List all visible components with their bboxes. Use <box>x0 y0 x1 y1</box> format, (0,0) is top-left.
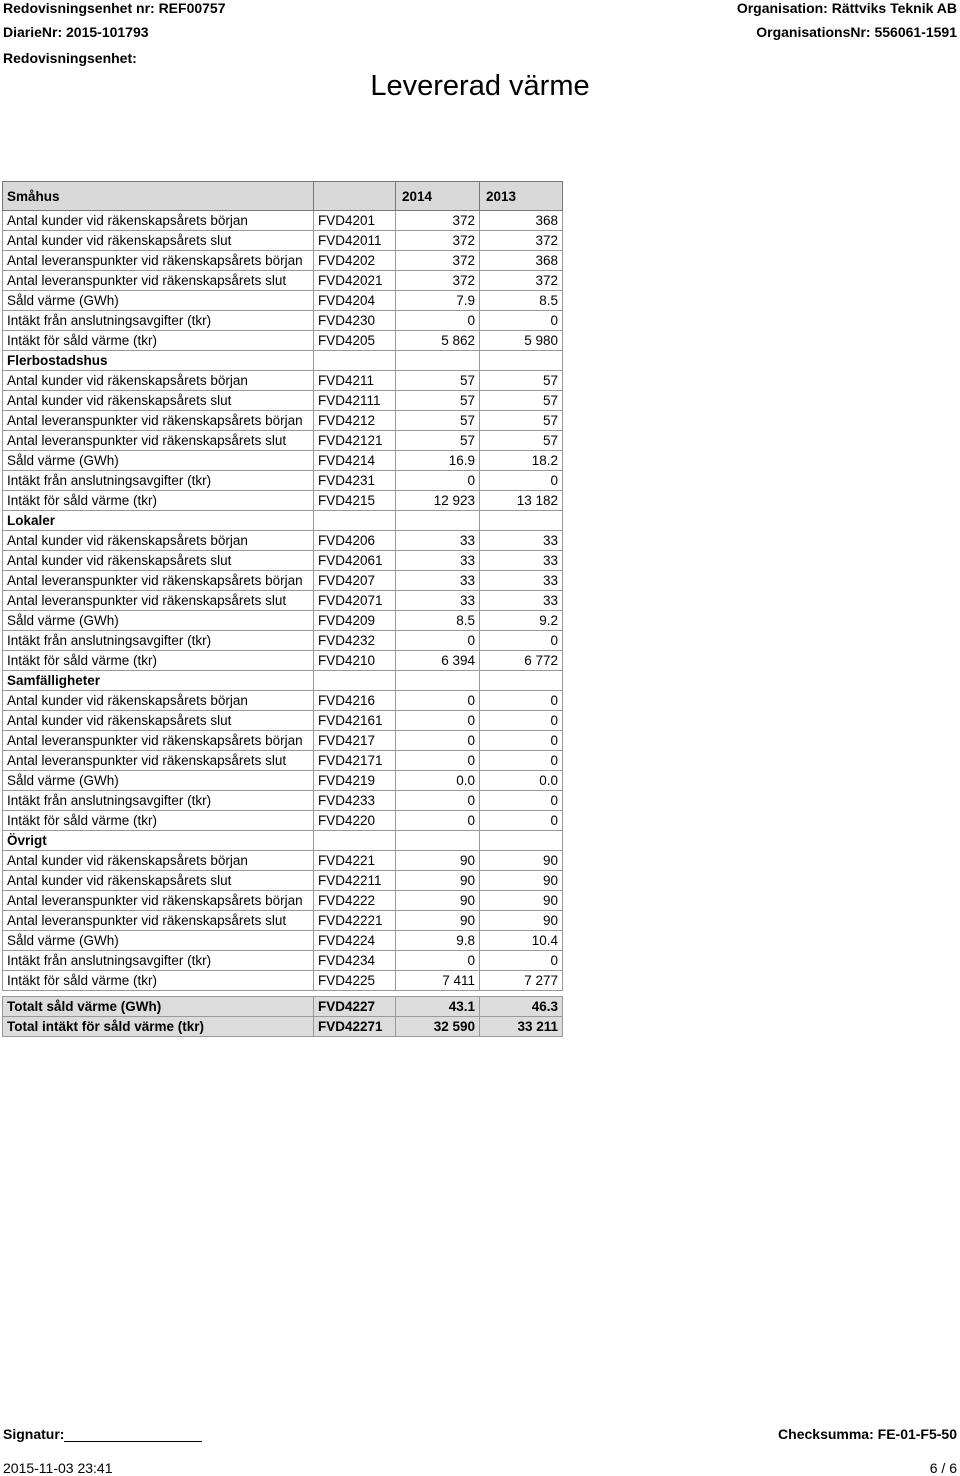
page-number: 6 / 6 <box>929 1460 957 1476</box>
row-label: Intäkt för såld värme (tkr) <box>3 811 314 831</box>
table-row <box>3 771 563 791</box>
empty-cell <box>396 671 480 691</box>
total-row <box>3 997 563 1017</box>
table-row <box>3 911 563 931</box>
checksum: Checksumma: FE-01-F5-50 <box>778 1426 957 1442</box>
row-code: FVD4202 <box>314 251 396 271</box>
value-2014: 90 <box>396 891 480 911</box>
table-row <box>3 291 563 311</box>
row-label: Intäkt för såld värme (tkr) <box>3 331 314 351</box>
value-2014: 372 <box>396 211 480 231</box>
value-2013: 18.2 <box>480 451 563 471</box>
row-code: FVD42111 <box>314 391 396 411</box>
organisation-number: OrganisationsNr: 556061-1591 <box>756 24 957 40</box>
row-label: Såld värme (GWh) <box>3 931 314 951</box>
value-2014: 0 <box>396 731 480 751</box>
table-row <box>3 731 563 751</box>
section-heading-row <box>3 831 563 851</box>
value-2013: 33 <box>480 591 563 611</box>
table-header-row <box>3 182 563 211</box>
table-row <box>3 751 563 771</box>
table-row <box>3 871 563 891</box>
empty-cell <box>480 511 563 531</box>
row-code: FVD42071 <box>314 591 396 611</box>
row-label: Antal kunder vid räkenskapsårets början <box>3 691 314 711</box>
row-code: FVD4216 <box>314 691 396 711</box>
row-code: FVD4231 <box>314 471 396 491</box>
table-row <box>3 331 563 351</box>
section-heading: Samfälligheter <box>3 671 314 691</box>
row-code: FVD4219 <box>314 771 396 791</box>
value-2014: 6 394 <box>396 651 480 671</box>
value-2013: 13 182 <box>480 491 563 511</box>
table-row <box>3 211 563 231</box>
row-label: Antal leveranspunkter vid räkenskapsårets slut <box>3 271 314 291</box>
row-label: Antal leveranspunkter vid räkenskapsårets slut <box>3 591 314 611</box>
row-code: FVD4217 <box>314 731 396 751</box>
row-code: FVD42161 <box>314 711 396 731</box>
value-2014: 9.8 <box>396 931 480 951</box>
value-2014: 33 <box>396 531 480 551</box>
row-label: Intäkt för såld värme (tkr) <box>3 971 314 991</box>
value-2013: 33 <box>480 531 563 551</box>
row-label: Antal leveranspunkter vid räkenskapsårets början <box>3 891 314 911</box>
value-2013: 0 <box>480 691 563 711</box>
table-row <box>3 371 563 391</box>
row-code: FVD4205 <box>314 331 396 351</box>
value-2013: 33 <box>480 571 563 591</box>
table-row <box>3 391 563 411</box>
empty-cell <box>396 511 480 531</box>
row-label: Antal kunder vid räkenskapsårets början <box>3 211 314 231</box>
value-2013: 33 <box>480 551 563 571</box>
table-row <box>3 471 563 491</box>
row-code: FVD4234 <box>314 951 396 971</box>
row-label: Antal kunder vid räkenskapsårets slut <box>3 231 314 251</box>
empty-cell <box>396 831 480 851</box>
delivered-heat-table <box>2 181 563 1037</box>
row-label: Antal leveranspunkter vid räkenskapsårets början <box>3 411 314 431</box>
table-row <box>3 971 563 991</box>
value-2013: 46.3 <box>480 997 563 1017</box>
year-2014-header: 2014 <box>396 182 480 211</box>
row-code: FVD4214 <box>314 451 396 471</box>
table-row <box>3 271 563 291</box>
signature-line <box>64 1427 202 1442</box>
value-2013: 0 <box>480 811 563 831</box>
value-2013: 90 <box>480 911 563 931</box>
value-2013: 90 <box>480 851 563 871</box>
value-2013: 33 211 <box>480 1017 563 1037</box>
empty-cell <box>314 511 396 531</box>
value-2014: 7.9 <box>396 291 480 311</box>
value-2013: 0.0 <box>480 771 563 791</box>
empty-cell <box>480 351 563 371</box>
empty-cell <box>396 351 480 371</box>
table-row <box>3 431 563 451</box>
row-label: Antal leveranspunkter vid räkenskapsårets slut <box>3 431 314 451</box>
row-code: FVD42011 <box>314 231 396 251</box>
row-label: Antal kunder vid räkenskapsårets slut <box>3 551 314 571</box>
signature-label: Signatur: <box>3 1426 65 1442</box>
value-2014: 16.9 <box>396 451 480 471</box>
table-row <box>3 931 563 951</box>
row-code: FVD42171 <box>314 751 396 771</box>
total-row <box>3 1017 563 1037</box>
value-2013: 0 <box>480 731 563 751</box>
value-2014: 32 590 <box>396 1017 480 1037</box>
value-2014: 0 <box>396 311 480 331</box>
value-2014: 12 923 <box>396 491 480 511</box>
row-label: Total intäkt för såld värme (tkr) <box>3 1017 314 1037</box>
row-code: FVD4222 <box>314 891 396 911</box>
value-2014: 0 <box>396 791 480 811</box>
table-row <box>3 611 563 631</box>
table-row <box>3 791 563 811</box>
value-2014: 8.5 <box>396 611 480 631</box>
table-row <box>3 951 563 971</box>
row-label: Såld värme (GWh) <box>3 451 314 471</box>
row-label: Totalt såld värme (GWh) <box>3 997 314 1017</box>
table-row <box>3 251 563 271</box>
value-2014: 57 <box>396 411 480 431</box>
row-code: FVD4232 <box>314 631 396 651</box>
row-label: Intäkt från anslutningsavgifter (tkr) <box>3 471 314 491</box>
value-2013: 57 <box>480 411 563 431</box>
value-2013: 372 <box>480 271 563 291</box>
section-heading: Lokaler <box>3 511 314 531</box>
row-label: Såld värme (GWh) <box>3 291 314 311</box>
value-2014: 372 <box>396 271 480 291</box>
table-row <box>3 531 563 551</box>
row-label: Intäkt för såld värme (tkr) <box>3 491 314 511</box>
row-code: FVD4207 <box>314 571 396 591</box>
signature-field <box>3 1426 202 1442</box>
section-heading-row <box>3 511 563 531</box>
year-2013-header: 2013 <box>480 182 563 211</box>
section-heading: Övrigt <box>3 831 314 851</box>
value-2014: 0 <box>396 471 480 491</box>
row-code: FVD4210 <box>314 651 396 671</box>
value-2014: 0 <box>396 751 480 771</box>
value-2013: 7 277 <box>480 971 563 991</box>
value-2014: 0 <box>396 711 480 731</box>
table-row <box>3 491 563 511</box>
row-label: Intäkt från anslutningsavgifter (tkr) <box>3 951 314 971</box>
value-2014: 57 <box>396 371 480 391</box>
value-2013: 0 <box>480 951 563 971</box>
row-label: Intäkt från anslutningsavgifter (tkr) <box>3 631 314 651</box>
code-header <box>314 182 396 211</box>
timestamp: 2015-11-03 23:41 <box>3 1460 113 1476</box>
reporting-unit-label: Redovisningsenhet: <box>3 50 137 66</box>
value-2014: 5 862 <box>396 331 480 351</box>
value-2014: 7 411 <box>396 971 480 991</box>
row-code: FVD42211 <box>314 871 396 891</box>
row-label: Antal kunder vid räkenskapsårets slut <box>3 711 314 731</box>
row-label: Antal leveranspunkter vid räkenskapsårets slut <box>3 911 314 931</box>
value-2013: 0 <box>480 471 563 491</box>
value-2013: 57 <box>480 391 563 411</box>
row-code: FVD42061 <box>314 551 396 571</box>
value-2013: 368 <box>480 211 563 231</box>
section-heading-row <box>3 351 563 371</box>
value-2013: 57 <box>480 431 563 451</box>
row-code: FVD42021 <box>314 271 396 291</box>
value-2014: 57 <box>396 391 480 411</box>
row-code: FVD4221 <box>314 851 396 871</box>
value-2014: 0 <box>396 811 480 831</box>
value-2014: 43.1 <box>396 997 480 1017</box>
value-2013: 5 980 <box>480 331 563 351</box>
table-row <box>3 311 563 331</box>
table-row <box>3 851 563 871</box>
row-code: FVD4224 <box>314 931 396 951</box>
row-label: Antal kunder vid räkenskapsårets slut <box>3 871 314 891</box>
empty-cell <box>314 831 396 851</box>
row-code: FVD4211 <box>314 371 396 391</box>
row-code: FVD4201 <box>314 211 396 231</box>
value-2014: 0 <box>396 951 480 971</box>
value-2013: 10.4 <box>480 931 563 951</box>
table-row <box>3 811 563 831</box>
row-code: FVD4204 <box>314 291 396 311</box>
value-2013: 0 <box>480 311 563 331</box>
value-2013: 368 <box>480 251 563 271</box>
table-row <box>3 651 563 671</box>
value-2013: 57 <box>480 371 563 391</box>
row-code: FVD4209 <box>314 611 396 631</box>
row-code: FVD4212 <box>314 411 396 431</box>
value-2014: 57 <box>396 431 480 451</box>
diary-number: DiarieNr: 2015-101793 <box>3 24 149 40</box>
table-row <box>3 411 563 431</box>
row-code: FVD4206 <box>314 531 396 551</box>
empty-cell <box>314 671 396 691</box>
row-label: Såld värme (GWh) <box>3 611 314 631</box>
row-label: Antal leveranspunkter vid räkenskapsårets början <box>3 571 314 591</box>
table-row <box>3 591 563 611</box>
row-label: Såld värme (GWh) <box>3 771 314 791</box>
value-2013: 6 772 <box>480 651 563 671</box>
value-2014: 372 <box>396 231 480 251</box>
row-code: FVD4220 <box>314 811 396 831</box>
value-2014: 33 <box>396 571 480 591</box>
empty-cell <box>314 351 396 371</box>
value-2014: 90 <box>396 871 480 891</box>
section-heading: Småhus <box>3 182 314 211</box>
table-row <box>3 691 563 711</box>
value-2013: 9.2 <box>480 611 563 631</box>
row-label: Antal kunder vid räkenskapsårets början <box>3 531 314 551</box>
table-row <box>3 711 563 731</box>
value-2014: 0 <box>396 631 480 651</box>
row-label: Antal kunder vid räkenskapsårets slut <box>3 391 314 411</box>
row-code: FVD42121 <box>314 431 396 451</box>
empty-cell <box>480 671 563 691</box>
section-heading-row <box>3 671 563 691</box>
value-2014: 33 <box>396 551 480 571</box>
value-2013: 372 <box>480 231 563 251</box>
value-2014: 372 <box>396 251 480 271</box>
empty-cell <box>480 831 563 851</box>
row-label: Antal kunder vid räkenskapsårets början <box>3 851 314 871</box>
value-2014: 0 <box>396 691 480 711</box>
row-label: Intäkt för såld värme (tkr) <box>3 651 314 671</box>
row-code: FVD4215 <box>314 491 396 511</box>
row-label: Antal leveranspunkter vid räkenskapsårets början <box>3 251 314 271</box>
value-2013: 0 <box>480 751 563 771</box>
row-code: FVD42221 <box>314 911 396 931</box>
table-row <box>3 231 563 251</box>
section-heading: Flerbostadshus <box>3 351 314 371</box>
reporting-unit-number: Redovisningsenhet nr: REF00757 <box>3 0 226 16</box>
table-row <box>3 451 563 471</box>
row-code: FVD42271 <box>314 1017 396 1037</box>
row-code: FVD4230 <box>314 311 396 331</box>
value-2014: 90 <box>396 851 480 871</box>
row-code: FVD4225 <box>314 971 396 991</box>
value-2014: 33 <box>396 591 480 611</box>
table-row <box>3 551 563 571</box>
table-row <box>3 631 563 651</box>
row-code: FVD4227 <box>314 997 396 1017</box>
row-label: Intäkt från anslutningsavgifter (tkr) <box>3 791 314 811</box>
row-label: Antal kunder vid räkenskapsårets början <box>3 371 314 391</box>
value-2013: 0 <box>480 711 563 731</box>
value-2014: 0.0 <box>396 771 480 791</box>
value-2013: 90 <box>480 871 563 891</box>
value-2013: 90 <box>480 891 563 911</box>
row-label: Intäkt från anslutningsavgifter (tkr) <box>3 311 314 331</box>
table-row <box>3 571 563 591</box>
table-row <box>3 891 563 911</box>
row-label: Antal leveranspunkter vid räkenskapsårets slut <box>3 751 314 771</box>
value-2013: 0 <box>480 791 563 811</box>
value-2014: 90 <box>396 911 480 931</box>
organisation-name: Organisation: Rättviks Teknik AB <box>736 0 957 16</box>
page-title: Levererad värme <box>370 70 590 102</box>
value-2013: 0 <box>480 631 563 651</box>
row-label: Antal leveranspunkter vid räkenskapsårets början <box>3 731 314 751</box>
row-code: FVD4233 <box>314 791 396 811</box>
value-2013: 8.5 <box>480 291 563 311</box>
